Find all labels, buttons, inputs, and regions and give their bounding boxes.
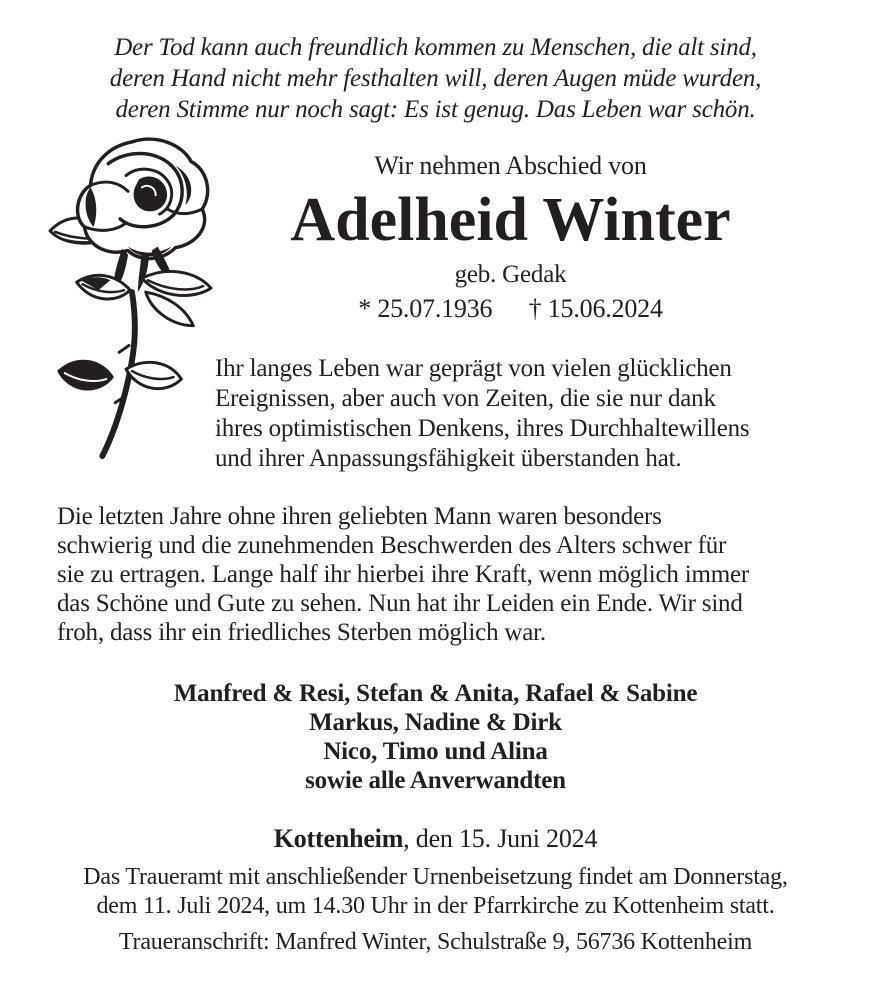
paragraph-line: Die letzten Jahre ohne ihren geliebten Mann waren besonders <box>57 503 662 530</box>
paragraph-life <box>215 354 871 474</box>
epigraph-line: deren Stimme nur noch sagt: Es ist genug. Das Leben war schön. <box>115 96 756 123</box>
mourners-line: Markus, Nadine & Dirk <box>309 709 562 736</box>
paragraph-line: Ereignissen, aber auch von Zeiten, die sie nur dank <box>215 385 716 412</box>
birth-date: * 25.07.1936 <box>358 294 493 323</box>
paragraph-line: sie zu ertragen. Lange half ihr hierbei ihre Kraft, wenn möglich immer <box>57 561 749 588</box>
epigraph-line: Der Tod kann auch freundlich kommen zu Menschen, die alt sind, <box>114 34 757 61</box>
life-dates <box>150 294 871 324</box>
paragraph-line: das Schöne und Gute zu sehen. Nun hat ihr Leiden ein Ende. Wir sind <box>57 590 743 617</box>
maiden-name: geb. Gedak <box>454 261 567 288</box>
paragraph-line: Ihr langes Leben war geprägt von vielen glücklichen <box>215 355 732 382</box>
paragraph-line: froh, dass ihr ein friedliches Sterben möglich war. <box>57 619 546 646</box>
dateline-rest: , den 15. Juni 2024 <box>403 824 598 853</box>
epigraph <box>0 0 871 125</box>
epigraph-line: deren Hand nicht mehr festhalten will, deren Augen müde wurden, <box>109 65 762 92</box>
deceased-name: Adelheid Winter <box>290 186 731 254</box>
mourners-line: Manfred & Resi, Stefan & Anita, Rafael & Sabine <box>173 680 698 707</box>
funeral-announcement <box>0 863 871 921</box>
header-block <box>150 151 871 324</box>
mourners-line: sowie alle Anverwandten <box>305 767 566 794</box>
death-date: † 15.06.2024 <box>528 294 663 323</box>
mourners-list <box>0 679 871 795</box>
mourners-line: Nico, Timo und Alina <box>323 738 548 765</box>
paragraph-line: schwierig und die zunehmenden Beschwerden des Alters schwer für <box>57 532 727 559</box>
farewell-intro: Wir nehmen Abschied von <box>374 151 647 180</box>
mourning-address: Traueranschrift: Manfred Winter, Schulstraße 9, 56736 Kottenheim <box>118 929 753 955</box>
announcement-line: dem 11. Juli 2024, um 14.30 Uhr in der Pfarrkirche zu Kottenheim statt. <box>96 893 775 919</box>
place-name: Kottenheim <box>273 824 404 853</box>
paragraph-line: ihres optimistischen Denkens, ihres Durchhaltewillens <box>215 415 750 442</box>
place-dateline <box>0 825 871 853</box>
paragraph-line: und ihrer Anpassungsfähigkeit überstanden hat. <box>215 445 682 472</box>
paragraph-last-years <box>57 502 871 647</box>
rose-icon <box>46 136 216 462</box>
announcement-line: Das Traueramt mit anschließender Urnenbeisetzung findet am Donnerstag, <box>83 864 788 890</box>
